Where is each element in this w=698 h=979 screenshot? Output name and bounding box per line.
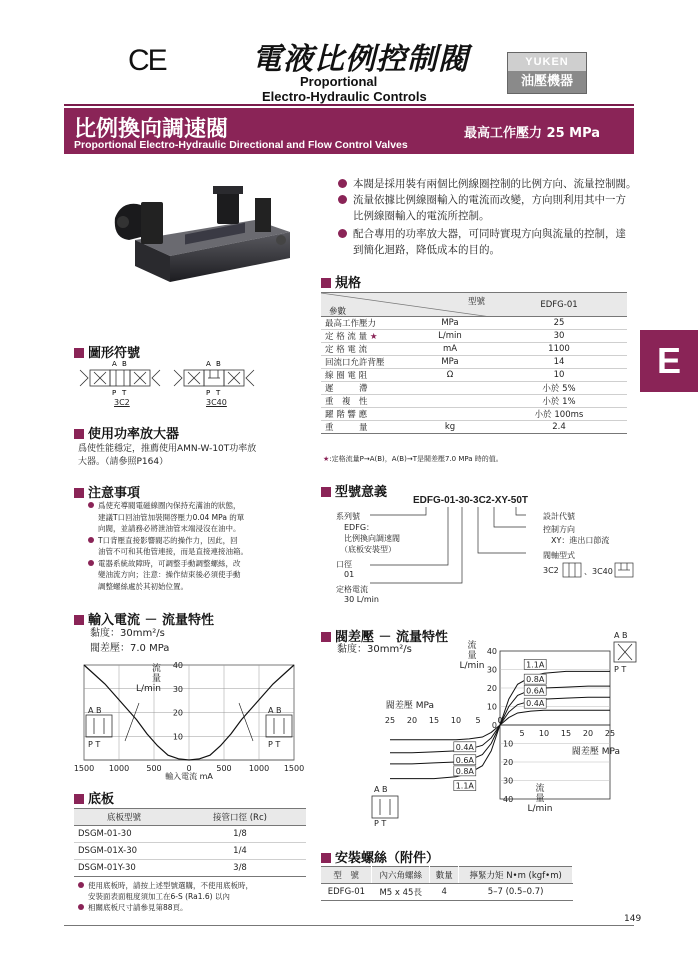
base-model: DSGM-01-30 bbox=[74, 826, 174, 843]
x-tick-label-right: 20 bbox=[582, 729, 594, 738]
base-plate-note: 安裝面表面粗度須加工在6-S (Ra1.6) 以內 bbox=[88, 892, 230, 901]
spec-unit bbox=[409, 382, 491, 395]
x-axis-label: 輸入電流 mA bbox=[165, 772, 213, 781]
spec-note: ★:定格流量P→A(B)，A(B)→T是閥差壓7.0 MPa 時的值。 bbox=[323, 455, 503, 463]
y-tick-label: 20 bbox=[172, 708, 183, 718]
spec-row bbox=[321, 343, 627, 356]
spec-row bbox=[321, 395, 627, 408]
x-tick-label-left: 20 bbox=[406, 716, 418, 725]
spool-3c40-icon bbox=[614, 562, 634, 578]
x-tick-label: 500 bbox=[216, 764, 232, 773]
series-line-lower bbox=[390, 725, 500, 753]
spec-row bbox=[321, 356, 627, 369]
series-label: 1.1A bbox=[455, 781, 474, 791]
y-tick-label-bottom: 40 bbox=[503, 795, 514, 804]
spec-value: 30 bbox=[491, 330, 627, 343]
chart-pressure-flow bbox=[370, 628, 640, 828]
spec-param: 最高工作壓力 bbox=[321, 317, 409, 330]
spec-unit bbox=[409, 395, 491, 408]
model-flow-label: 定格電流 bbox=[336, 585, 368, 594]
base-size: 3/8 bbox=[174, 860, 306, 877]
section-square-icon bbox=[321, 487, 331, 497]
spec-row bbox=[321, 369, 627, 382]
spec-value: 小於 5% bbox=[491, 382, 627, 395]
chart-current-viscosity: 黏度：30mm²/s bbox=[90, 628, 165, 639]
symbol-label-3c2: 3C2 bbox=[114, 398, 130, 407]
spec-unit: Ω bbox=[409, 369, 491, 382]
spec-row bbox=[321, 382, 627, 395]
x-tick-label-left: 5 bbox=[475, 716, 481, 725]
spec-model-label: 型號 bbox=[467, 297, 485, 307]
base-size: 1/8 bbox=[174, 826, 306, 843]
spec-model: EDFG-01 bbox=[491, 293, 627, 317]
screws-bolt: M5 x 45長 bbox=[372, 884, 430, 901]
model-spool-value-3c2: 3C2 bbox=[543, 566, 559, 575]
spec-value: 10 bbox=[491, 369, 627, 382]
port-label: P T bbox=[374, 819, 387, 828]
base-plate-note: 使用底板時，請按上述型號選購，不使用底板時， bbox=[78, 880, 253, 891]
base-col-size: 接管口徑 (Rc) bbox=[174, 809, 306, 826]
model-spool-value-3c40: 、3C40 bbox=[584, 567, 613, 576]
model-spool-label: 閥軸型式 bbox=[543, 551, 575, 560]
note-line: 調整螺絲處於其初始位置。 bbox=[98, 581, 188, 591]
y-tick-label-bottom: 10 bbox=[503, 739, 514, 749]
spec-param: 線 圈 電 阻 bbox=[321, 369, 409, 382]
intro-bullet-1: 本閥是採用裝有兩個比例線圈控制的比例方向、流量控制閥。 bbox=[338, 176, 637, 192]
x-tick-label-left: 0 bbox=[497, 716, 503, 725]
note-line: T口背壓直接影響閥芯的操作力，因此，回 bbox=[88, 535, 238, 546]
banner-title-en: Proportional Electro-Hydraulic Directional and Flow Control Valves bbox=[74, 139, 408, 151]
chart-current-pressure: 閥差壓：7.0 MPa bbox=[90, 643, 170, 654]
base-plate-note: 相關底板尺寸請參見第88頁。 bbox=[78, 902, 188, 913]
intro-bullet-2: 流量依據比例線圈輸入的電流而改變，方向則利用其中一方 bbox=[338, 192, 626, 208]
series-label: 0.8A bbox=[526, 675, 545, 685]
port-label: A B bbox=[374, 785, 388, 794]
spec-row bbox=[321, 317, 627, 330]
section-square-icon bbox=[321, 632, 331, 642]
screws-col-model: 型 號 bbox=[321, 867, 372, 884]
port-label: P T bbox=[268, 740, 281, 749]
model-control-label: 控制方向 bbox=[543, 525, 575, 534]
spec-unit: MPa bbox=[409, 317, 491, 330]
note-line: 向閥，並請務必將泄油管末端浸沒在油中。 bbox=[98, 524, 241, 533]
screws-header-row bbox=[321, 867, 573, 884]
spec-row bbox=[321, 408, 627, 421]
y-tick-label: 10 bbox=[172, 732, 183, 742]
series-label: 0.4A bbox=[526, 699, 545, 709]
section-tab: E bbox=[640, 330, 698, 392]
model-control-value: XY：進出口節流 bbox=[551, 536, 610, 545]
brand-name: YUKEN bbox=[508, 53, 586, 71]
chart-pressure-heading: 閥差壓 － 流量特性 bbox=[321, 626, 448, 645]
bullet-dot-icon bbox=[88, 560, 94, 566]
brand-logo bbox=[507, 52, 587, 94]
section-square-icon bbox=[74, 488, 84, 498]
x-tick-label: 500 bbox=[146, 764, 162, 773]
port-label: A B bbox=[614, 631, 628, 640]
symbol-3c2-diagram bbox=[78, 358, 162, 398]
footer-rule bbox=[64, 925, 634, 926]
base-plate-header-row bbox=[74, 809, 306, 826]
x-axis-label-left: 閥差壓 MPa bbox=[385, 701, 435, 711]
model-series-label: 系列號 bbox=[336, 512, 360, 521]
spec-param: 遲 滯 bbox=[321, 382, 409, 395]
model-code-heading: 型號意義 bbox=[321, 481, 387, 500]
notes-heading: 注意事項 bbox=[74, 482, 140, 501]
series-line-upper bbox=[500, 697, 610, 725]
series-label: 1.1A bbox=[526, 660, 545, 670]
spec-value: 小於 100ms bbox=[491, 408, 627, 421]
x-tick-label: 1500 bbox=[283, 764, 305, 773]
page-title-en-line2: Electro-Hydraulic Controls bbox=[262, 89, 427, 104]
spec-table bbox=[321, 292, 627, 434]
amplifier-text-1: 爲使性能穩定，推薦使用AMN-W-10T功率放 bbox=[78, 444, 257, 454]
y-tick-label-top: 10 bbox=[486, 702, 497, 712]
symbol-port-b: B bbox=[122, 360, 127, 368]
base-size: 1/4 bbox=[174, 843, 306, 860]
model-code-string: EDFG-01-30-3C2-XY-50T bbox=[413, 495, 529, 506]
chart-current-flow bbox=[72, 655, 312, 785]
spec-unit: mA bbox=[409, 343, 491, 356]
spec-param-label: 參數 bbox=[329, 307, 347, 317]
spec-unit: MPa bbox=[409, 356, 491, 369]
diagonal-line bbox=[321, 293, 491, 317]
header-rule bbox=[64, 104, 634, 106]
amplifier-heading: 使用功率放大器 bbox=[74, 423, 179, 442]
y-tick-label-top: 20 bbox=[486, 684, 497, 693]
spec-value: 1100 bbox=[491, 343, 627, 356]
spec-heading: 規格 bbox=[321, 272, 361, 291]
base-plate-table bbox=[74, 808, 306, 877]
x-tick-label-left: 10 bbox=[450, 716, 462, 725]
x-tick-label: 1500 bbox=[73, 764, 95, 773]
bullet-dot-icon bbox=[88, 537, 94, 543]
section-square-icon bbox=[74, 794, 84, 804]
spec-value: 小於 1% bbox=[491, 395, 627, 408]
y-axis-label: L/min bbox=[135, 684, 161, 694]
symbol-port-a: A bbox=[112, 360, 117, 368]
x-tick-label: 1000 bbox=[248, 764, 270, 773]
screws-heading: 安裝螺絲（附件） bbox=[321, 847, 439, 866]
y-axis-label-bottom: L/min bbox=[527, 804, 553, 814]
model-size-value: 01 bbox=[344, 570, 355, 579]
page-number: 149 bbox=[624, 914, 642, 924]
x-tick-label-right: 25 bbox=[604, 729, 616, 738]
note-line: 爲使充導閥電磁線圈內保持充滿油的狀態， bbox=[88, 500, 241, 511]
spec-unit: kg bbox=[409, 421, 491, 434]
spec-unit: L/min bbox=[409, 330, 491, 343]
y-tick-label-top: 40 bbox=[486, 647, 497, 656]
y-axis-label: 流 bbox=[151, 664, 161, 674]
bullet-dot-icon bbox=[88, 502, 94, 508]
y-axis-label-top: 流 bbox=[467, 641, 477, 651]
screws-col-bolt: 內六角螺絲 bbox=[372, 867, 430, 884]
x-tick-label: 1000 bbox=[108, 764, 130, 773]
y-tick-label: 30 bbox=[172, 684, 183, 694]
symbol-port-p: P bbox=[206, 389, 211, 397]
screws-model: EDFG-01 bbox=[321, 884, 372, 901]
spec-value: 2.4 bbox=[491, 421, 627, 434]
brand-tagline: 油壓機器 bbox=[508, 71, 586, 93]
amplifier-text-2: 大器。（請參照P164） bbox=[78, 457, 169, 467]
screws-table bbox=[321, 866, 573, 901]
model-code-leader-lines bbox=[330, 505, 630, 605]
base-plate-row bbox=[74, 843, 306, 860]
valve-symbol-bottom-left bbox=[372, 785, 398, 828]
page-title-en-line1: Proportional bbox=[300, 74, 378, 89]
product-photo bbox=[105, 180, 295, 290]
symbol-label-3c40: 3C40 bbox=[206, 398, 227, 407]
x-axis-label-right: 閥差壓 MPa bbox=[571, 747, 621, 757]
y-axis-label-bottom: 量 bbox=[535, 794, 545, 804]
x-tick-label-right: 10 bbox=[538, 729, 550, 738]
spec-value: 14 bbox=[491, 356, 627, 369]
base-plate-heading: 底板 bbox=[74, 788, 114, 807]
spec-row bbox=[321, 330, 627, 343]
y-tick-label-top: 30 bbox=[486, 665, 497, 675]
section-square-icon bbox=[321, 278, 331, 288]
y-tick-label-bottom: 20 bbox=[503, 758, 514, 767]
intro-bullet-3: 配合專用的功率放大器，可同時實現方向與流量的控制，達 bbox=[338, 226, 626, 242]
model-design-label: 設計代號 bbox=[543, 512, 575, 521]
valve-box bbox=[266, 715, 292, 737]
base-model: DSGM-01Y-30 bbox=[74, 860, 174, 877]
intro-bullet-2-cont: 比例線圈輸入的電流所控制。 bbox=[353, 210, 490, 222]
base-plate-row bbox=[74, 826, 306, 843]
series-label: 0.6A bbox=[526, 686, 545, 696]
symbol-port-a: A bbox=[206, 360, 211, 368]
screws-col-torque: 擰緊力矩 N•m (kgf•m) bbox=[459, 867, 573, 884]
symbol-port-p: P bbox=[112, 389, 117, 397]
spec-param: 躍 階 響 應 bbox=[321, 408, 409, 421]
chart-pressure-viscosity: 黏度：30mm²/s bbox=[337, 644, 412, 655]
base-plate-row bbox=[74, 860, 306, 877]
bullet-dot-icon bbox=[78, 904, 84, 910]
y-axis-label-top: 量 bbox=[467, 651, 477, 661]
y-axis-label: 量 bbox=[151, 674, 161, 684]
base-col-model: 底板型號 bbox=[74, 809, 174, 826]
base-model: DSGM-01X-30 bbox=[74, 843, 174, 860]
intro-bullet-3-cont: 到簡化迴路，降低成本的目的。 bbox=[353, 244, 500, 256]
model-size-label: 口徑 bbox=[336, 560, 352, 569]
valve-symbol-top-right bbox=[614, 631, 636, 674]
x-tick-label-right: 5 bbox=[519, 729, 525, 738]
banner-max-pressure: 最高工作壓力 25 MPa bbox=[464, 126, 601, 141]
series-line-lower bbox=[390, 725, 500, 740]
y-axis-label-top: L/min bbox=[459, 661, 485, 671]
valve-box bbox=[372, 796, 398, 818]
bullet-dot-icon bbox=[338, 195, 347, 204]
port-label: A B bbox=[88, 706, 102, 715]
section-square-icon bbox=[321, 853, 331, 863]
port-label: P T bbox=[614, 665, 627, 674]
spec-param: 重 複 性 bbox=[321, 395, 409, 408]
symbol-3c40-diagram bbox=[172, 358, 256, 398]
bullet-dot-icon bbox=[338, 229, 347, 238]
y-tick-label-top: 0 bbox=[491, 721, 497, 730]
screws-qty: 4 bbox=[430, 884, 459, 901]
series-label: 0.4A bbox=[455, 742, 474, 752]
screws-row bbox=[321, 884, 573, 901]
x-tick-label-right: 15 bbox=[560, 729, 572, 738]
symbols-heading: 圖形符號 bbox=[74, 342, 140, 361]
series-line-upper bbox=[500, 710, 610, 725]
note-line: 建議T口回油管加裝開啓壓力0.04 MPa 的單 bbox=[98, 512, 245, 522]
chart-current-heading: 輸入電流 － 流量特性 bbox=[74, 609, 214, 628]
section-square-icon bbox=[74, 348, 84, 358]
symbol-port-b: B bbox=[216, 360, 221, 368]
x-tick-label-left: 25 bbox=[384, 716, 396, 725]
screws-col-qty: 數量 bbox=[430, 867, 459, 884]
bullet-dot-icon bbox=[338, 179, 347, 188]
model-series-desc2: 比例換向調速閥 bbox=[344, 534, 400, 543]
spec-param: 回流口允許背壓 bbox=[321, 356, 409, 369]
model-series-desc1: EDFG： bbox=[344, 523, 375, 532]
spec-unit bbox=[409, 408, 491, 421]
port-label: A B bbox=[268, 706, 282, 715]
star-icon: ★ bbox=[369, 332, 378, 342]
screws-torque: 5–7 (0.5–0.7) bbox=[459, 884, 573, 901]
y-tick-label: 40 bbox=[172, 661, 183, 670]
spec-header-row bbox=[321, 293, 627, 317]
symbol-port-t: T bbox=[122, 389, 127, 397]
bullet-dot-icon bbox=[78, 882, 84, 888]
symbol-port-t: T bbox=[216, 389, 221, 397]
spec-param: 定 格 流 量 ★ bbox=[321, 330, 409, 343]
series-label: 0.6A bbox=[455, 755, 474, 765]
spool-3c2-icon bbox=[562, 562, 582, 578]
series-label: 0.8A bbox=[455, 766, 474, 776]
port-label: P T bbox=[88, 740, 101, 749]
section-square-icon bbox=[74, 615, 84, 625]
spec-param: 重 量 bbox=[321, 421, 409, 434]
y-tick-label-bottom: 30 bbox=[503, 776, 514, 786]
valve-box bbox=[86, 715, 112, 737]
note-line: 變油流方向；注意：操作結束後必須使手動 bbox=[98, 570, 241, 579]
x-tick-label: 0 bbox=[186, 764, 192, 773]
model-series-desc3: （底板安裝型） bbox=[340, 545, 396, 554]
model-flow-value: 30 L/min bbox=[344, 595, 379, 604]
banner-title-zh: 比例換向調速閥 bbox=[74, 117, 229, 142]
ce-mark: CE bbox=[128, 44, 166, 77]
spec-value: 25 bbox=[491, 317, 627, 330]
section-square-icon bbox=[74, 429, 84, 439]
x-tick-label-left: 15 bbox=[428, 716, 440, 725]
spec-param: 定 格 電 流 bbox=[321, 343, 409, 356]
product-banner bbox=[64, 108, 634, 154]
spec-corner-cell bbox=[321, 293, 491, 317]
note-line: 電器系統故障時，可調整手動調整螺絲，改 bbox=[88, 558, 241, 569]
spec-row bbox=[321, 421, 627, 434]
note-line: 油管不可和其他管連接，而是直接連接油箱。 bbox=[98, 547, 248, 556]
page-title-zh: 電液比例控制閥 bbox=[252, 42, 469, 77]
y-axis-label-bottom: 流 bbox=[535, 784, 545, 794]
